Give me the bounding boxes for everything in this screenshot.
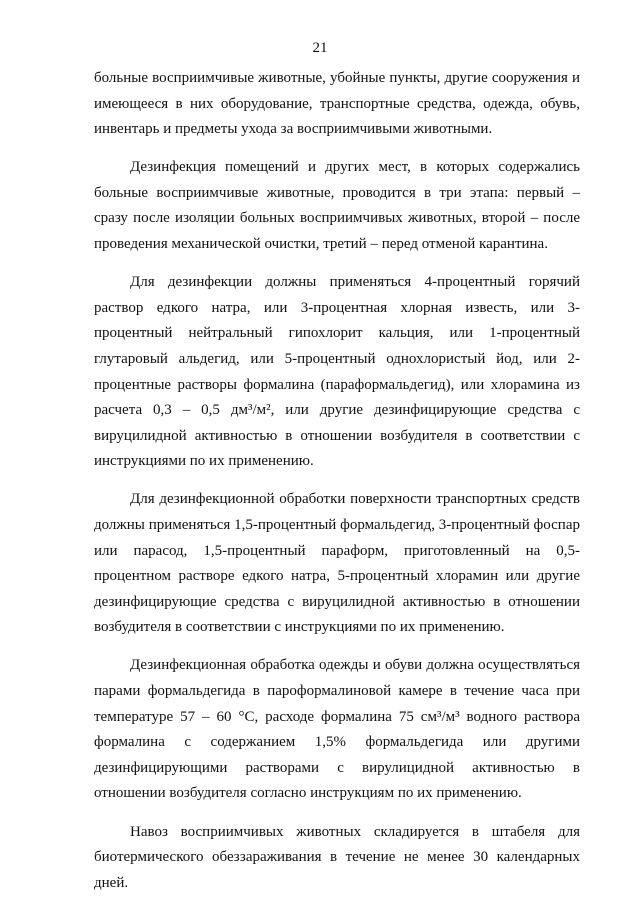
paragraph-6: Навоз восприимчивых животных складируется в штабеля для биотермического обеззараживания в течение не менее 30 календарных дней. bbox=[94, 823, 580, 891]
paragraph-5: Дезинфекционная обработка одежды и обуви должна осуществляться парами формальдегида в пароформалиновой камере в течение часа при температуре 57 – 60 °С, расходе формалина 75 см³/м³ водного раствора формалина с содержанием 1,5% формальдегида или другими дезинфицирующими растворами с вирулицидной активностью в отношении возбудителя согласно инструкциям по их применению. bbox=[94, 657, 580, 802]
paragraph-4: Для дезинфекционной обработки поверхности транспортных средств должны применяться 1,5-процентный формальдегид, 3-процентный фоспар или парасод, 1,5-процентный параформ, приготовленный на 0,5-процентном растворе едкого натра, 5-процентный хлорамин или другие дезинфицирующие средства с вируцилидной активностью в отношении возбудителя в соответствии с инструкциями по их применению. bbox=[94, 491, 580, 636]
page-number: 21 bbox=[312, 40, 328, 56]
paragraph-2: Дезинфекция помещений и других мест, в которых содержались больные восприимчивые животные, проводится в три этапа: первый – сразу после изоляции больных восприимчивых животных, второй – после проведения механической очистки, третий – перед отменой карантина. bbox=[94, 159, 580, 253]
document-body bbox=[94, 66, 580, 896]
paragraph-1: больные восприимчивые животные, убойные пункты, другие сооружения и имеющееся в них оборудование, транспортные средства, одежда, обувь, инвентарь и предметы ухода за восприимчивыми животными. bbox=[94, 70, 580, 138]
paragraph-3: Для дезинфекции должны применяться 4-процентный горячий раствор едкого натра, или 3-процентная хлорная известь, или 3-процентный нейтральный гипохлорит кальция, или 1-процентный глутаровый альдегид, или 5-процентный однохлористый йод, или 2-процентные растворы формалина (параформальдегид), или хлорамина из расчета 0,3 – 0,5 дм³/м², или другие дезинфицирующие средства с вируцилидной активностью в отношении возбудителя в соответствии с инструкциями по их применению. bbox=[94, 274, 580, 470]
